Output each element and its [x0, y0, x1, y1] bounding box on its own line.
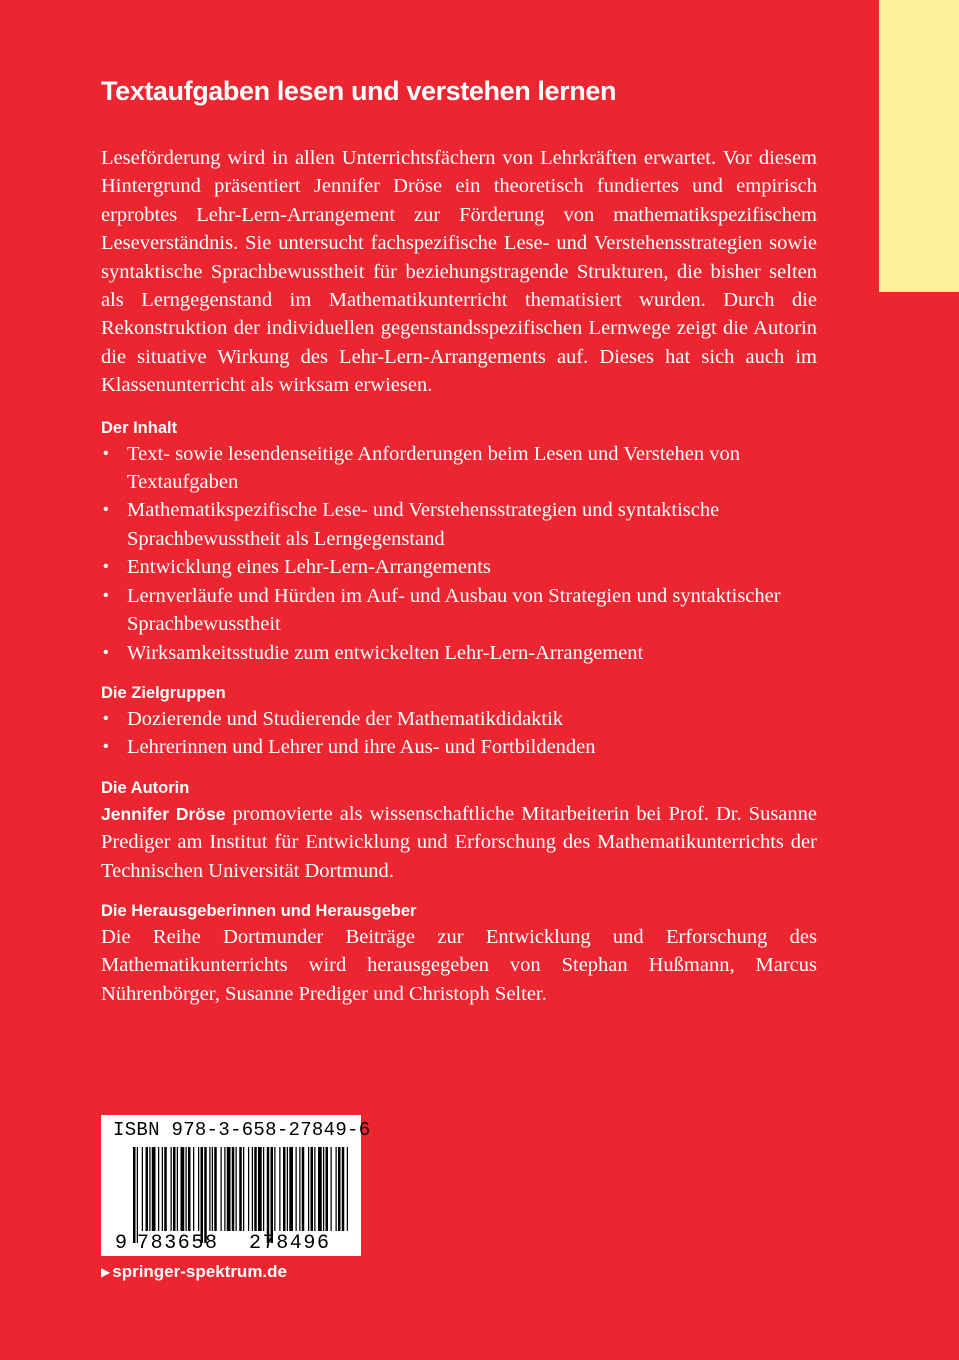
audience-heading: Die Zielgruppen: [101, 683, 226, 702]
section-author: [101, 776, 817, 885]
barcode-bar: [287, 1147, 288, 1231]
barcode-bar: [296, 1147, 297, 1231]
barcode-bar: [212, 1147, 213, 1231]
list-item: • Entwicklung eines Lehr-Lern-Arrangements: [101, 553, 817, 581]
author-name: Jennifer Dröse: [101, 803, 226, 824]
barcode-bar: [201, 1147, 204, 1243]
barcode-bar: [133, 1147, 136, 1243]
barcode-bar: [137, 1147, 138, 1243]
barcode-bar: [308, 1147, 309, 1231]
barcode-bar: [149, 1147, 150, 1231]
list-item: • Dozierende und Studierende der Mathematikdidaktik: [101, 705, 817, 733]
barcode-bar: [224, 1147, 225, 1231]
author-bio: [101, 800, 817, 885]
barcode-bar: [243, 1147, 244, 1231]
barcode-bar: [258, 1147, 262, 1231]
website-label: springer-spektrum.de: [112, 1262, 287, 1281]
barcode-bar: [171, 1147, 172, 1231]
barcode-bar: [146, 1147, 149, 1231]
barcode-bar: [318, 1147, 322, 1231]
barcode-bar: [342, 1147, 345, 1231]
barcode-bar: [193, 1147, 194, 1231]
editors-text: Die Reihe Dortmunder Beiträge zur Entwicklung und Erforschung des Mathematikunterrichts wird herausgegeben von Stephan Hußmann, Marcus Nührenbörger, Susanne Prediger und Christoph Selter.: [101, 925, 817, 1005]
barcode-bar: [177, 1147, 178, 1231]
list-item: • Mathematikspezifische Lese- und Verstehensstrategien und syntaktische Sprachbewusstheit als Lerngegenstand: [101, 496, 817, 553]
barcode-bar: [214, 1147, 217, 1231]
list-item: • Lehrerinnen und Lehrer und ihre Aus- und Fortbildenden: [101, 733, 817, 761]
barcode-bar: [188, 1147, 191, 1231]
barcode-bar: [302, 1147, 305, 1231]
isbn-label: ISBN 978-3-658-27849-6: [113, 1119, 371, 1141]
barcode-bar: [331, 1147, 332, 1231]
barcode-bar: [314, 1147, 315, 1231]
section-audience: [101, 681, 817, 762]
barcode-bar: [252, 1147, 253, 1231]
barcode-bar: [236, 1147, 237, 1231]
yellow-accent-strip: [879, 0, 959, 292]
barcode-bar: [279, 1147, 280, 1231]
barcode-bar: [227, 1147, 231, 1231]
book-description: Leseförderung wird in allen Unterrichtsfächern von Lehrkräften erwartet. Vor diesem Hintergrund präsentiert Jennifer Dröse ein theoretisch fundiertes und empirisch erprobtes Lehr-Lern-Arrangement zur Förderung von mathematikspezifischem Leseverständnis. Sie untersucht fachspezifische Lese- und Verstehensstrategien sowie syntaktische Sprachbewusstheit für beziehungstragende Strukturen, die bisher selten als Lerngegenstand im Mathematikunterricht thematisiert wurden. Durch die Rekonstruktion der individuellen gegenstandsspezifischen Lernwege zeigt die Autorin die situative Wirkung des Lehr-Lern-Arrangements auf. Dieses hat sich auch im Klassenunterricht als wirksam erwiesen.: [101, 147, 817, 397]
barcode-bar: [158, 1147, 159, 1231]
barcode-bar: [204, 1147, 207, 1243]
publisher-website: [101, 1262, 287, 1282]
section-contents: [101, 416, 817, 667]
author-bio-text: promovierte als wissenschaftliche Mitarbeiterin bei Prof. Dr. Susanne Prediger am Institut für Entwicklung und Erforschung des Mathematikunterrichts der Technischen Universität Dortmund.: [101, 802, 818, 882]
barcode-bar: [267, 1147, 270, 1243]
barcode-bar: [173, 1147, 176, 1231]
barcode-bar: [152, 1147, 156, 1231]
barcode-bar: [164, 1147, 167, 1231]
barcode-bar: [311, 1147, 314, 1231]
barcode-bar: [283, 1147, 286, 1231]
barcode-bar: [239, 1147, 242, 1231]
barcode-bar: [274, 1147, 275, 1231]
back-cover-text: [101, 72, 817, 1008]
barcode-bar: [263, 1147, 264, 1231]
barcode-bar: [323, 1147, 324, 1231]
contents-heading: Der Inhalt: [101, 418, 178, 437]
barcode-bar: [271, 1147, 274, 1243]
list-item: • Wirksamkeitsstudie zum entwickelten Lehr-Lern-Arrangement: [101, 639, 817, 667]
barcode-digits-right: 278496: [249, 1232, 331, 1255]
list-item: • Lernverläufe und Hürden im Auf- und Ausbau von Strategien und syntaktischer Sprachbewusstheit: [101, 582, 817, 639]
section-editors: [101, 899, 817, 1008]
book-title: Textaufgaben lesen und verstehen lernen: [101, 76, 617, 106]
editors-heading: Die Herausgeberinnen und Herausgeber: [101, 901, 417, 920]
barcode-bar: [186, 1147, 187, 1231]
barcode-bar: [338, 1147, 341, 1231]
audience-list: [101, 705, 817, 762]
barcode-bar: [209, 1147, 210, 1231]
barcode-bar: [142, 1147, 143, 1231]
author-heading: Die Autorin: [101, 778, 190, 797]
play-arrow-icon: ▶: [101, 1265, 111, 1279]
list-item: • Text- sowie lesendenseitige Anforderungen beim Lesen und Verstehen von Textaufgaben: [101, 440, 817, 497]
barcode-digit-lead: 9: [115, 1232, 128, 1255]
barcode-bar: [232, 1147, 235, 1231]
barcode-bar: [289, 1147, 293, 1231]
barcode-bar: [181, 1147, 185, 1231]
barcode-bar: [299, 1147, 300, 1231]
barcode-bar: [326, 1147, 329, 1231]
barcode-bar: [248, 1147, 249, 1231]
barcode-bar: [347, 1147, 348, 1231]
barcode-bar: [198, 1147, 199, 1231]
barcode-bar: [162, 1147, 163, 1231]
barcode-bar: [336, 1147, 337, 1231]
barcode-digits-left: 783658: [137, 1232, 219, 1255]
barcode-bar: [254, 1147, 257, 1231]
contents-list: [101, 440, 817, 667]
isbn-barcode: [101, 1115, 371, 1256]
barcode-bar: [221, 1147, 222, 1231]
